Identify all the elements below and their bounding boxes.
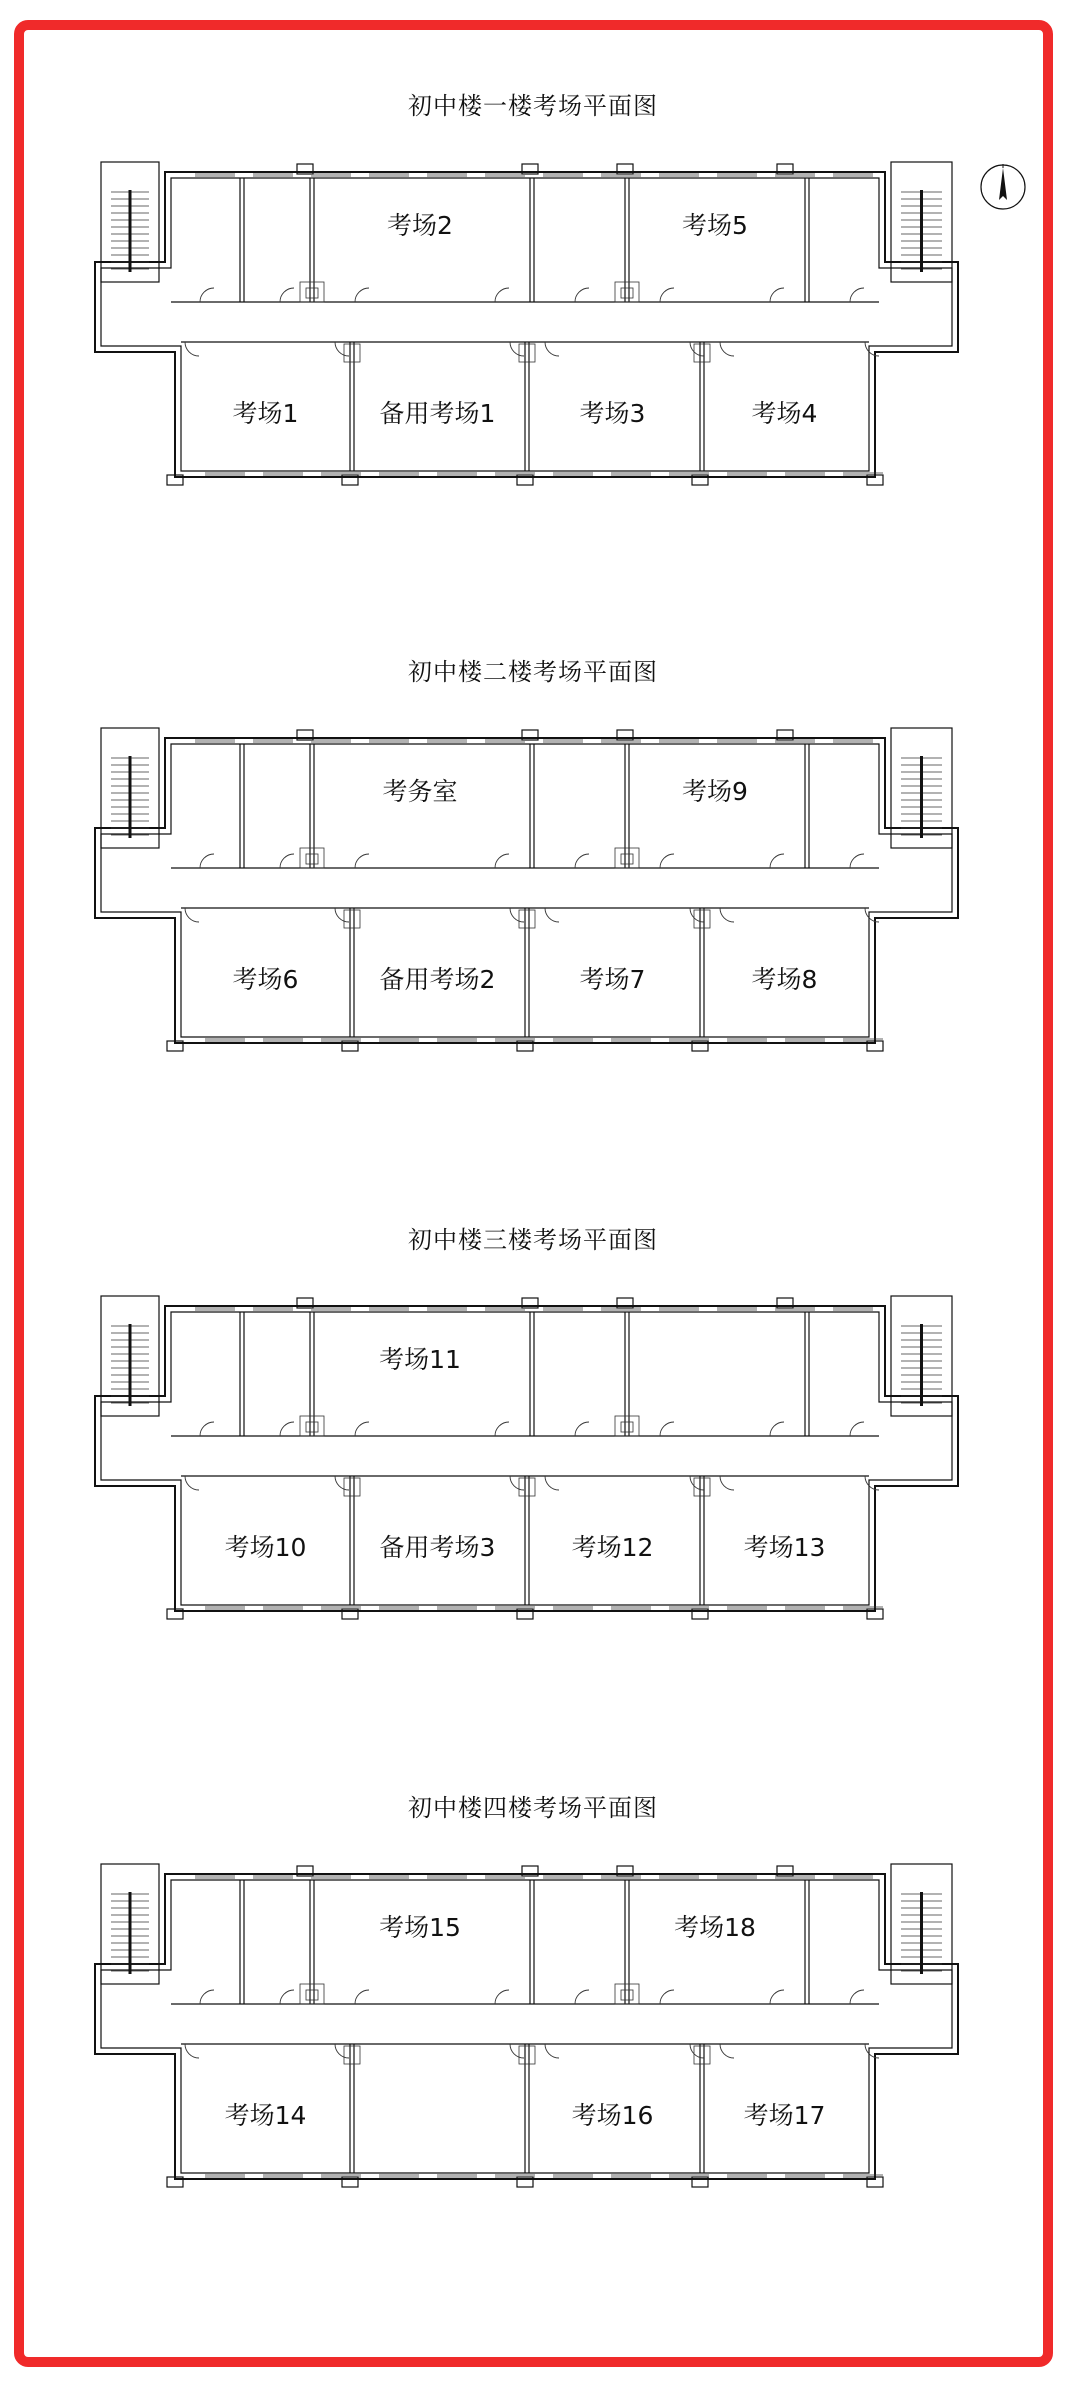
doors [185, 854, 879, 922]
room-label: 考场18 [674, 1913, 756, 1942]
room-label: 考场7 [579, 965, 646, 994]
building-outline [95, 1296, 958, 1619]
windows [195, 740, 883, 1041]
floor-title: 初中楼二楼考场平面图 [408, 658, 658, 686]
room-label: 考场10 [224, 1533, 307, 1562]
room-label: 考场11 [379, 1345, 461, 1374]
windows [195, 1308, 883, 1609]
windows [195, 1876, 883, 2177]
doors [185, 1990, 879, 2058]
stair-left [111, 1892, 149, 1974]
room-label: 考场2 [387, 211, 453, 240]
building-outline [95, 162, 958, 485]
floor-plan-4 [0, 1854, 1066, 2214]
doors [185, 288, 879, 356]
room-label: 考场13 [743, 1533, 826, 1562]
room-label: 考场8 [751, 965, 818, 994]
room-label: 考场17 [743, 2101, 826, 2130]
stair-right [901, 1324, 942, 1406]
room-label: 考场15 [379, 1913, 461, 1942]
floor-plan-2 [0, 718, 1066, 1078]
doors [185, 1422, 879, 1490]
room-label: 考场16 [571, 2101, 654, 2130]
room-label: 考场4 [751, 399, 818, 428]
stair-left [111, 1324, 149, 1406]
building-outline [95, 1864, 958, 2187]
floor-title: 初中楼三楼考场平面图 [408, 1226, 658, 1254]
floor-plan-1 [0, 152, 1066, 512]
windows [195, 174, 883, 475]
room-label: 备用考场2 [379, 965, 496, 994]
room-label: 考场12 [571, 1533, 654, 1562]
room-label: 考场1 [232, 399, 299, 428]
stair-left [111, 190, 149, 272]
stair-right [901, 1892, 942, 1974]
building-outline [95, 728, 958, 1051]
floor-title: 初中楼一楼考场平面图 [408, 92, 658, 120]
room-label: 备用考场3 [379, 1533, 496, 1562]
room-label: 考场14 [224, 2101, 307, 2130]
room-label: 考务室 [382, 777, 458, 806]
room-label: 考场9 [682, 777, 748, 806]
stair-left [111, 756, 149, 838]
floor-plan-3 [0, 1286, 1066, 1646]
room-label: 备用考场1 [379, 399, 496, 428]
room-label: 考场6 [232, 965, 299, 994]
stair-right [901, 190, 942, 272]
room-label: 考场3 [579, 399, 646, 428]
stair-right [901, 756, 942, 838]
room-label: 考场5 [682, 211, 748, 240]
north-arrow-icon [978, 162, 1028, 212]
floor-title: 初中楼四楼考场平面图 [408, 1794, 658, 1822]
